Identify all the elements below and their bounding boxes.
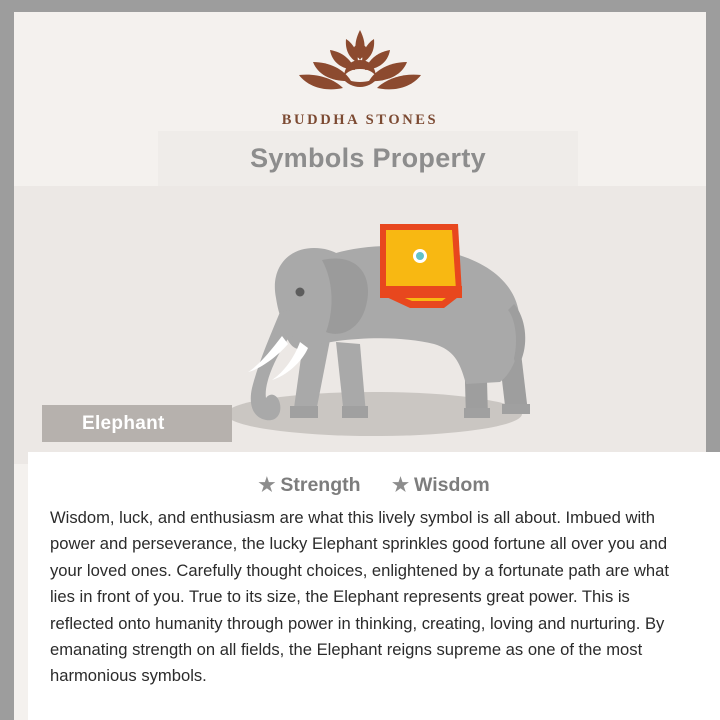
page-title: Symbols Property bbox=[250, 143, 486, 173]
keyword-strength bbox=[258, 474, 360, 497]
symbol-label: Elephant bbox=[82, 412, 165, 434]
keyword-wisdom bbox=[392, 474, 490, 497]
keyword-wisdom-label: Wisdom bbox=[414, 474, 490, 496]
keyword-list bbox=[28, 474, 720, 497]
symbol-label-tag bbox=[42, 405, 232, 442]
brand-logo bbox=[14, 26, 706, 129]
description-text: Wisdom, luck, and enthusiasm are what this lively symbol is all about. Imbued with power and perseverance, the lucky Elephant sprinkles good fortune all over you and your loved ones. Carefully thought choices, enlightened by a fortunate path are what lies in front of you. True to its size, the Elephant represents great power. This is reflected onto humanity through power in thinking, creating, loving and nurturing. By emanating strength on all fields, the Elephant reigns supreme as one of the most harmonious symbols. bbox=[50, 508, 669, 686]
frame-band-top bbox=[0, 0, 720, 12]
star-icon-2: ★ bbox=[391, 475, 409, 496]
elephant-blanket bbox=[380, 224, 462, 308]
page-title-bar bbox=[158, 131, 578, 186]
lotus-meditation-icon bbox=[285, 26, 435, 110]
brand-name: BUDDHA STONES bbox=[281, 112, 439, 128]
keyword-strength-label: Strength bbox=[280, 474, 361, 496]
content-area bbox=[14, 12, 706, 720]
description-panel bbox=[28, 452, 720, 720]
elephant-eye bbox=[296, 288, 305, 297]
frame-band-left bbox=[0, 0, 14, 720]
star-icon: ★ bbox=[258, 475, 276, 496]
